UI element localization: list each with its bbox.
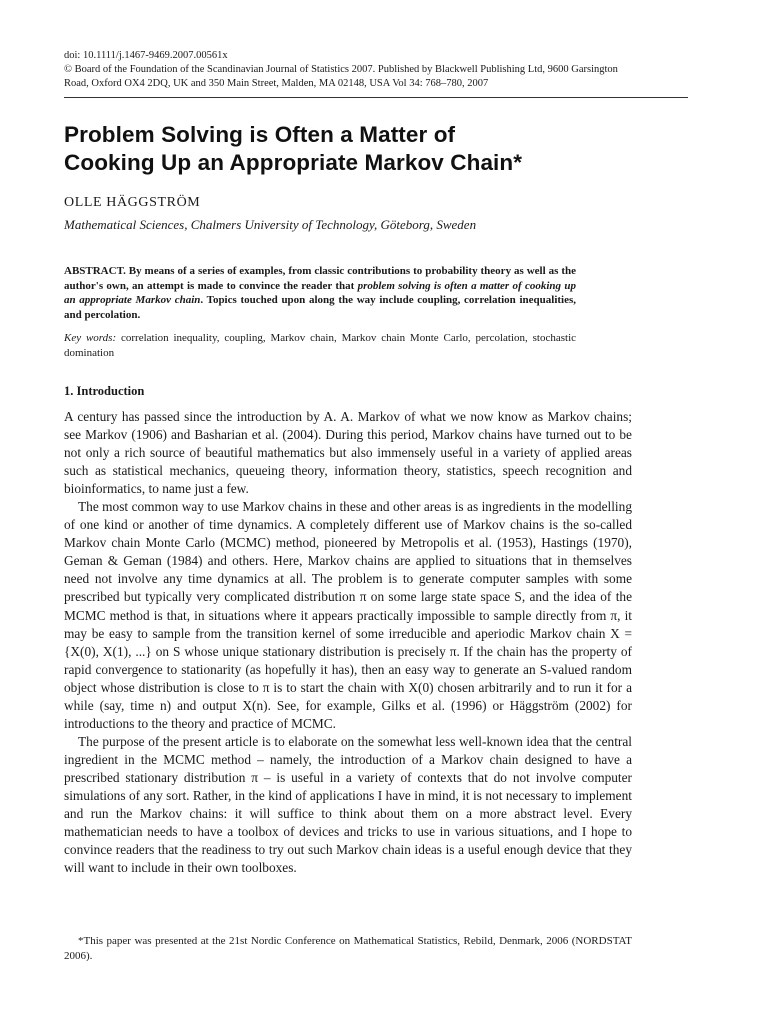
abstract-text-2: . Topics touched upon along the way include coupling, correlation inequalities, and percolation. bbox=[64, 294, 577, 321]
abstract-text-1: ABSTRACT. By means of a series of examples, from classic contributions to probability theory as well as the author's own, an attempt is made to convince the reader that bbox=[64, 265, 576, 292]
author-affiliation: Mathematical Sciences, Chalmers University of Technology, Göteborg, Sweden bbox=[64, 217, 477, 232]
paragraph-2: The most common way to use Markov chains in these and other areas is as ingredients in the modelling of one kind or another of time dynamics. A completely different use of Markov chains is the so-called Markov chain Monte Carlo (MCMC) method, pioneered by Metropolis et al. (1953), Hastings (1970), Geman & Geman (1984) and others. Here, Markov chains are applied to situations that in themselves need not involve any time dynamics at all. The problem is to generate computer samples with some prescribed but typically very complicated distribution π on some large state space S, and the idea of the MCMC method is that, in situations where it appears practically impossible to sample directly from π, it may be easy to sample from the transition kernel of some irreducible and aperiodic Markov chain X = {X(0), X(1), ...} on S whose unique stationary distribution is precisely π. If the chain has the property of rapid convergence to stationarity (as hopefully it has), then an easy way to generate an S-valued random object whose distribution is close to π is to start the chain with X(0) chosen arbitrarily and to run it for a while (say, time n) and output X(n). See, for example, Gilks et al. (1996) or Häggström (2002) for introductions to the theory and practice of MCMC. bbox=[64, 499, 632, 731]
publisher-address-line: Road, Oxford OX4 2DQ, UK and 350 Main Street, Malden, MA 02148, USA Vol 34: 768–780, 2007 bbox=[64, 78, 489, 89]
header-rule bbox=[64, 97, 688, 98]
title-line-2: Cooking Up an Appropriate Markov Chain* bbox=[64, 150, 523, 175]
abstract-emphasis: problem solving is often a matter of cooking up an appropriate Markov chain bbox=[64, 279, 576, 307]
author-name: OLLE HÄGGSTRÖM bbox=[64, 195, 201, 210]
paragraph-3: The purpose of the present article is to elaborate on the somewhat less well-known idea that the central ingredient in the MCMC method – namely, the introduction of a Markov chain designed to have a prescribed stationary distribution π – is useful in a variety of contexts that do not involve computer simulations of any sort. Rather, in the kind of applications I have in mind, it is not necessary to implement and run the Markov chains: it will suffice to think about them on a more abstract level. Every mathematician needs to have a toolbox of devices and tricks to use in various situations, and I hope to convince readers that the readiness to try out such Markov chain ideas is a useful enough device that they will want to include in their own toolboxes. bbox=[64, 733, 632, 876]
doi-line: doi: 10.1111/j.1467-9469.2007.00561x bbox=[64, 50, 228, 61]
footnote: *This paper was presented at the 21st Nordic Conference on Mathematical Statistics, Rebild, Denmark, 2006 (NORDSTAT 2006). bbox=[64, 935, 632, 962]
section-heading: 1. Introduction bbox=[64, 384, 145, 398]
journal-header bbox=[64, 49, 688, 91]
copyright-line: © Board of the Foundation of the Scandinavian Journal of Statistics 2007. Published by Blackwell Publishing Ltd, 9600 Garsington bbox=[64, 64, 618, 75]
abstract bbox=[64, 264, 576, 322]
keywords-label: Key words: bbox=[64, 332, 117, 344]
title-line-1: Problem Solving is Often a Matter of bbox=[64, 122, 456, 147]
keywords bbox=[64, 331, 576, 361]
body-text bbox=[64, 408, 632, 877]
keywords-text: correlation inequality, coupling, Markov chain, Markov chain Monte Carlo, percolation, stochastic domination bbox=[64, 332, 577, 359]
paragraph-1: A century has passed since the introduction by A. A. Markov of what we now know as Markov chains; see Markov (1906) and Basharian et al. (2004). During this period, Markov chains have turned out to be not only a rich source of beautiful mathematics but also immensely useful in a variety of applied areas such as statistical mechanics, queueing theory, information theory, statistics, speech recognition and bioinformatics, to name just a few. bbox=[64, 409, 632, 497]
paper-title bbox=[64, 121, 694, 177]
